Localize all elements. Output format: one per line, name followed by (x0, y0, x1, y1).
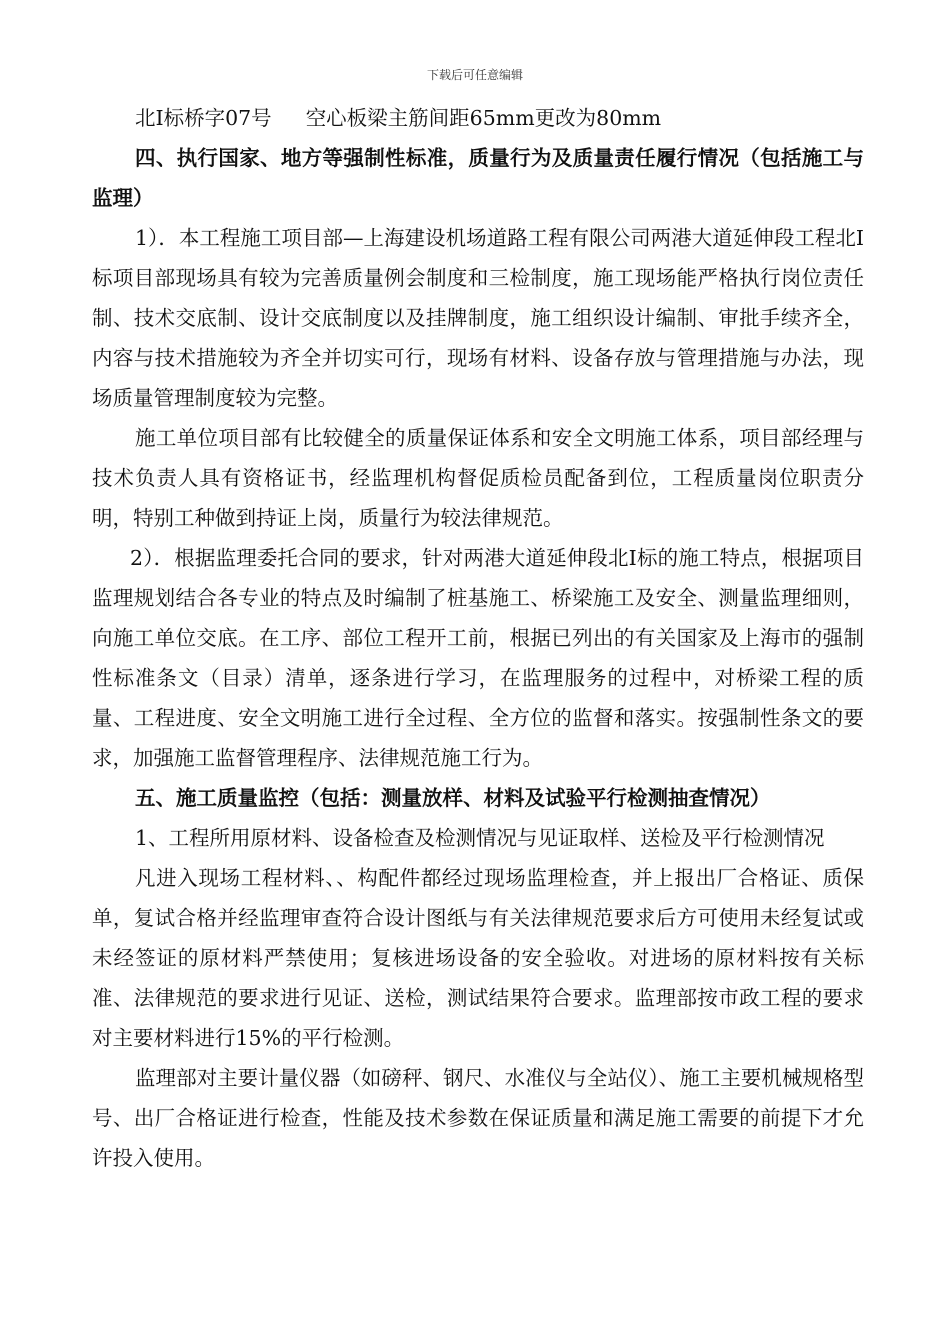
section4-paragraph-2: 施工单位项目部有比较健全的质量保证体系和安全文明施工体系，项目部经理与技术负责人具有资格证书，经监理机构督促质检员配备到位，工程质量岗位职责分明，特别工种做到持证上岗，质量行为较法律规范。 (92, 426, 864, 530)
section5-heading: 五、施工质量监控（包括：测量放样、材料及试验平行检测抽查情况） (135, 786, 771, 810)
section5-paragraph-1: 凡进入现场工程材料、、构配件都经过现场监理检查，并上报出厂合格证、质保单，复试合格并经监理审查符合设计图纸与有关法律规范要求后方可使用未经复试或未经签证的原材料严禁使用；复核进场设备的安全验收。对进场的原材料按有关标准、法律规范的要求进行见证、送检，测试结果符合要求。监理部按市政工程的要求对主要材料进行15%的平行检测。 (92, 866, 864, 1050)
section4-heading: 四、执行国家、地方等强制性标准，质量行为及质量责任履行情况（包括施工与监理） (92, 146, 864, 210)
page-header: 下载后可任意编辑 (426, 68, 523, 82)
section5-subheading-1: 1、工程所用原材料、设备检查及检测情况与见证取样、送检及平行检测情况 (135, 826, 825, 850)
section5-paragraph-2: 监理部对主要计量仪器（如磅秤、钢尺、水准仪与全站仪）、施工主要机械规格型号、出厂合格证进行检查，性能及技术参数在保证质量和满足施工需要的前提下才允许投入使用。 (92, 1066, 864, 1170)
section4-paragraph-1: 1）．本工程施工项目部—上海建设机场道路工程有限公司两港大道延伸段工程北I标项目部现场具有较为完善质量例会制度和三检制度，施工现场能严格执行岗位责任制、技术交底制、设计交底制度以及挂牌制度，施工组织设计编制、审批手续齐全，内容与技术措施较为齐全并切实可行，现场有材料、设备存放与管理措施与办法，现场质量管理制度较为完整。 (92, 226, 864, 410)
revision-ref: 北I标桥字07号 (135, 106, 272, 130)
document-body (92, 98, 864, 1178)
revision-detail: 空心板梁主筋间距65mm更改为80mm (305, 106, 662, 130)
section4-paragraph-3: 2）．根据监理委托合同的要求，针对两港大道延伸段北I标的施工特点，根据项目监理规划结合各专业的特点及时编制了桩基施工、桥梁施工及安全、测量监理细则，向施工单位交底。在工序、部位工程开工前，根据已列出的有关国家及上海市的强制性标准条文（目录）清单，逐条进行学习，在监理服务的过程中，对桥梁工程的质量、工程进度、安全文明施工进行全过程、全方位的监督和落实。按强制性条文的要求，加强施工监督管理程序、法律规范施工行为。 (92, 546, 864, 770)
revision-line (92, 98, 864, 138)
